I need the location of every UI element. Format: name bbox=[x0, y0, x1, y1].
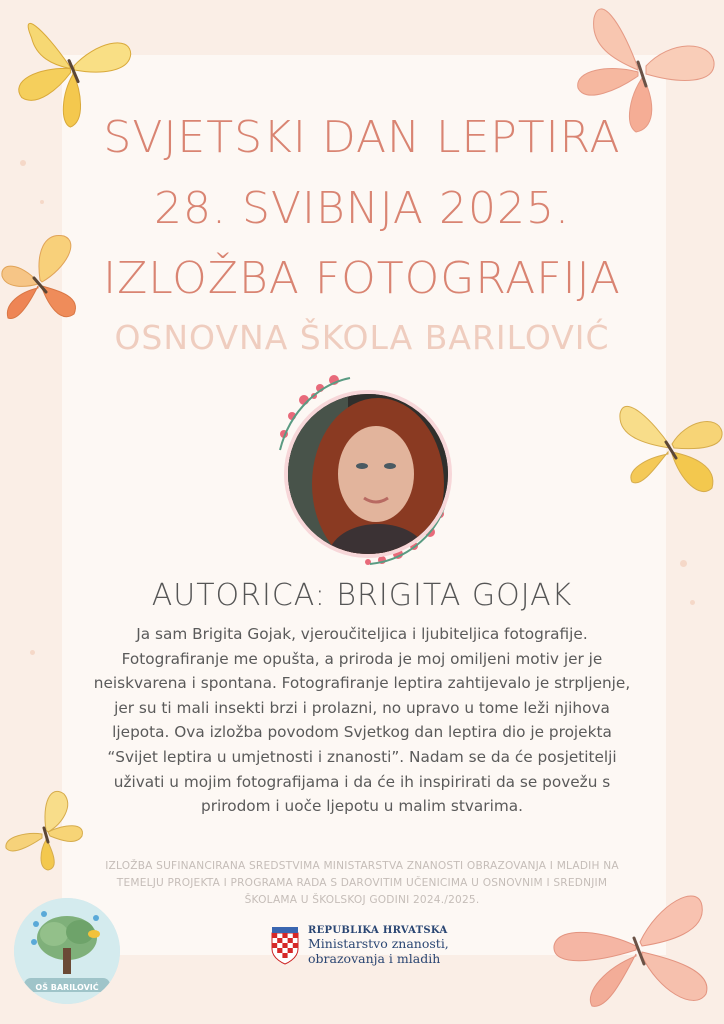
title-line-1: SVJETSKI DAN LEPTIRA bbox=[103, 112, 621, 163]
bio-line: “Svijet leptira u umjetnosti i znanosti”. Nadam se da će posjetitelji bbox=[107, 747, 617, 766]
background-speck bbox=[680, 560, 687, 567]
title-line-2-date: 28. SVIBNJA 2025. bbox=[154, 183, 570, 234]
author-portrait-frame bbox=[270, 370, 460, 570]
ministry-country: REPUBLIKA HRVATSKA bbox=[308, 925, 448, 936]
bio-line: Ja sam Brigita Gojak, vjeroučiteljica i ljubiteljica fotografije. bbox=[136, 625, 588, 643]
bio-line: ljepota. Ova izložba povodom Svjetkog dan leptira dio je projekta bbox=[112, 723, 612, 742]
school-logo-label: OŠ BARILOVIĆ bbox=[35, 983, 99, 992]
title-line-3: IZLOŽBA FOTOGRAFIJA bbox=[103, 253, 621, 304]
butterfly-yellow-bottom-left-icon bbox=[2, 784, 86, 872]
bio-line: jer su ti mali insekti brzi i prolazni, no upravo u tome leži njihova bbox=[114, 698, 610, 717]
funding-line: IZLOŽBA SUFINANCIRANA SREDSTVIMA MINISTARSTVA ZNANOSTI OBRAZOVANJA I MLADIH NA bbox=[105, 860, 619, 872]
author-bio bbox=[80, 622, 644, 819]
croatian-coat-of-arms-icon bbox=[270, 927, 300, 965]
ministry-logo bbox=[270, 925, 470, 969]
background-speck bbox=[30, 650, 35, 655]
ministry-name-line-2: obrazovanja i mladih bbox=[308, 951, 441, 966]
bio-line: uživati u mojim fotografijama i da će ih inspirirati da se povežu s bbox=[113, 772, 611, 791]
funding-line: ŠKOLAMA U ŠKOLSKOJ GODINI 2024./2025. bbox=[244, 894, 480, 906]
author-photo bbox=[284, 390, 452, 558]
author-heading: AUTORICA: BRIGITA GOJAK bbox=[151, 578, 573, 613]
bio-line: prirodom i uoče ljepotu u malim stvarima. bbox=[201, 797, 523, 816]
ministry-name-line-1: Ministarstvo znanosti, bbox=[308, 936, 449, 951]
bio-line: Fotografiranje me opušta, a priroda je moj omiljeni motiv jer je bbox=[121, 649, 603, 668]
bio-line: neiskvarena i spontana. Fotografiranje leptira zahtijevalo je strpljenje, bbox=[93, 674, 631, 693]
butterfly-yellow-right-icon bbox=[614, 392, 724, 502]
school-logo bbox=[14, 898, 120, 1004]
funding-note bbox=[80, 858, 644, 909]
school-name: OSNOVNA ŠKOLA BARILOVIĆ bbox=[114, 318, 610, 357]
funding-line: TEMELJU PROJEKTA I PROGRAMA RADA S DAROVITIM UČENICIMA U OSNOVNIM I SREDNJIM bbox=[116, 877, 608, 889]
